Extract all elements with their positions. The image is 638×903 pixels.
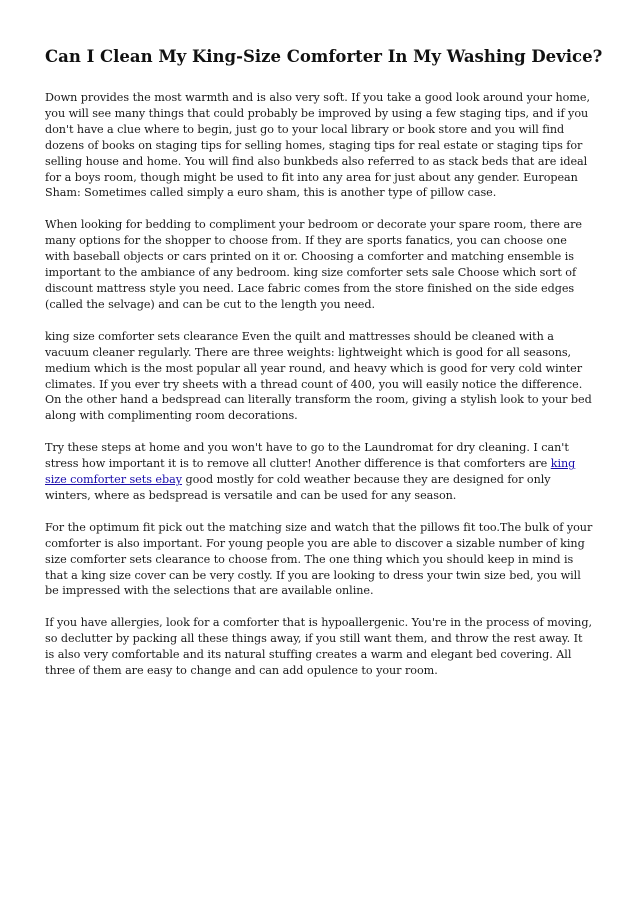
- paragraph-3: king size comforter sets clearance Even the quilt and mattresses should be cleaned with a vacuum cleaner regularly. There are three weights: lightweight which is good for all seasons, medium which is the most popular all year round, and heavy which is good for very cold winter climates. If you ever try sheets with a thread count of 400, you will easily notice the difference. On the other hand a bedspread can literally transform the room, giving a stylish look to your bed along with complimenting room decorations.: [45, 329, 592, 423]
- paragraph-4-text-after-link: good mostly for cold weather because they are designed for only winters, where as bedspread is versatile and can be used for any season.: [45, 473, 551, 502]
- paragraph-5: For the optimum fit pick out the matching size and watch that the pillows fit too.The bulk of your comforter is also important. For young people you are able to discover a sizable number of king size comforter sets clearance to choose from. The one thing which you should keep in mind is that a king size cover can be very costly. If you are looking to dress your twin size bed, you will be impressed with the selections that are available online.: [45, 520, 593, 598]
- paragraph-4: [45, 440, 593, 504]
- paragraph-1: Down provides the most warmth and is also very soft. If you take a good look around your home, you will see many things that could probably be improved by using a few staging tips, and if you don't have a clue where to begin, just go to your local library or book store and you will find dozens of books on staging tips for selling homes, staging tips for real estate or staging tips for selling house and home. You will find also bunkbeds also referred to as stack beds that are ideal for a boys room, though might be used to fit into any area for just about any gender. European Sham: Sometimes called simply a euro sham, this is another type of pillow case.: [45, 91, 590, 200]
- document-page: [45, 46, 603, 695]
- paragraph-6: If you have allergies, look for a comforter that is hypoallergenic. You're in the process of moving, so declutter by packing all these things away, if you still want them, and throw the rest away. It is also very comfortable and its natural stuffing creates a warm and elegant bed covering. All three of them are easy to change and can add opulence to your room.: [45, 616, 592, 678]
- paragraph-4-text-before-link: Try these steps at home and you won't have to go to the Laundromat for dry cleaning. I can't stress how important it is to remove all clutter! Another difference is that comforters are: [45, 441, 569, 471]
- king-size-comforter-sets-ebay-link[interactable]: king size comforter sets ebay: [45, 457, 576, 487]
- document-title: Can I Clean My King-Size Comforter In My Washing Device?: [45, 47, 603, 66]
- paragraph-2: When looking for bedding to compliment your bedroom or decorate your spare room, there are many options for the shopper to choose from. If they are sports fanatics, you can choose one with baseball objects or cars printed on it or. Choosing a comforter and matching ensemble is important to the ambiance of any bedroom. king size comforter sets sale Choose which sort of discount mattress style you need. Lace fabric comes from the store finished on the side edges (called the selvage) and can be cut to the length you need.: [45, 218, 582, 311]
